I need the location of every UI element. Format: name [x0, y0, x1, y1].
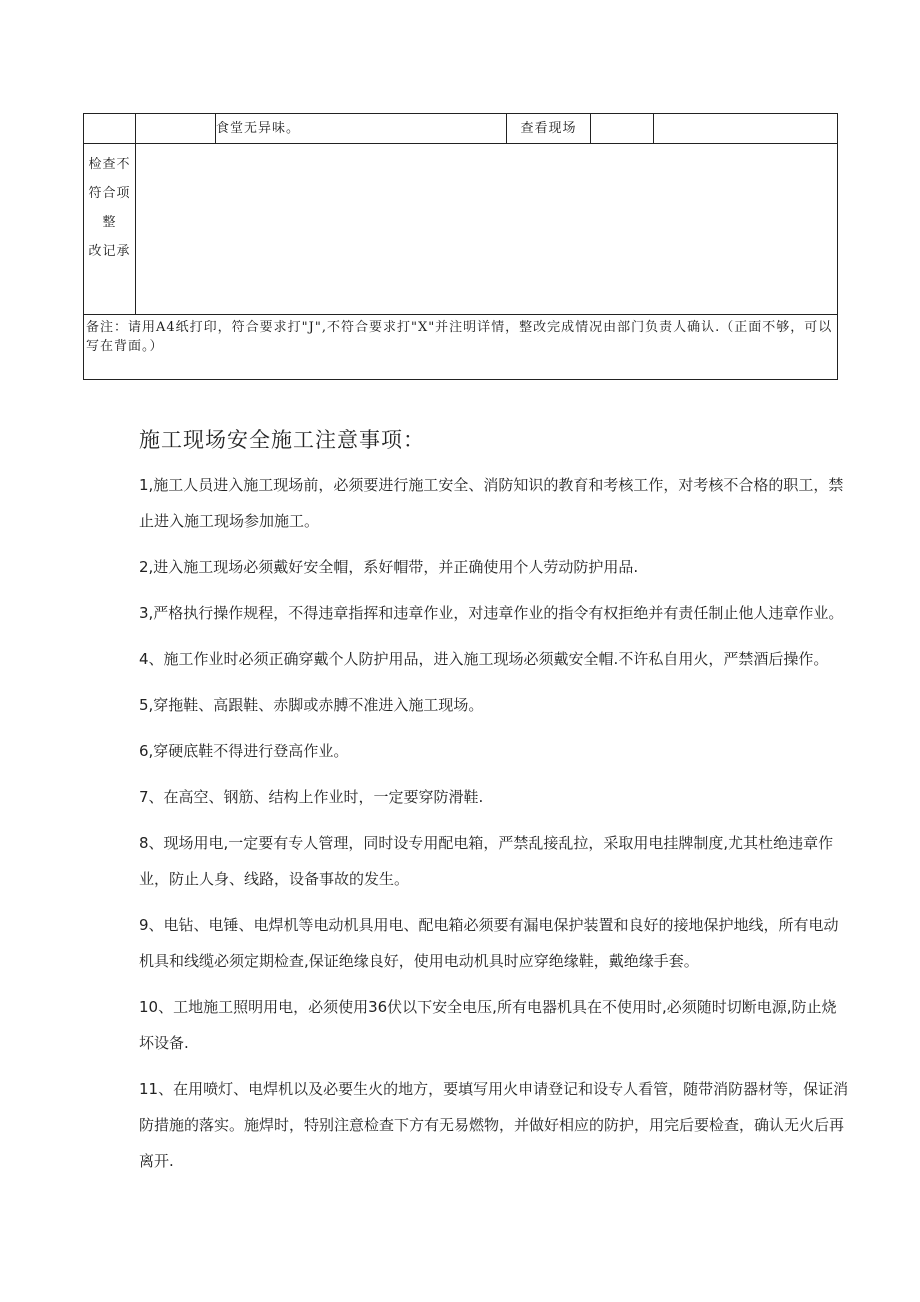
label-line: 检查不 [88, 157, 131, 172]
remark-cell: 备注：请用A4纸打印，符合要求打"J",不符合要求打"X"并注明详情，整改完成情况由部门负责人确认.（正面不够，可以写在背面。） [84, 315, 838, 380]
safety-notes-section [139, 422, 851, 1189]
note-item: 6,穿硬底鞋不得进行登高作业。 [139, 742, 349, 760]
rectification-record-cell [136, 144, 838, 315]
table-row [84, 114, 838, 144]
label-line: 改记承 [88, 244, 131, 259]
table-cell [84, 114, 136, 144]
check-item-cell: 食堂无异味。 [216, 114, 507, 144]
check-method-cell: 查看现场 [507, 114, 591, 144]
rectification-label-cell [84, 144, 136, 315]
note-item: 5,穿拖鞋、高跟鞋、赤脚或赤膊不准进入施工现场。 [139, 696, 484, 714]
table-row [84, 315, 838, 380]
note-item: 8、现场用电,一定要有专人管理，同时设专用配电箱，严禁乱接乱拉，采取用电挂牌制度,尤其杜绝违章作业，防止人身、线路，设备事故的发生。 [139, 834, 834, 888]
note-item: 1,施工人员进入施工现场前，必须要进行施工安全、消防知识的教育和考核工作，对考核不合格的职工，禁止进入施工现场参加施工。 [139, 476, 844, 530]
note-item: 11、在用喷灯、电焊机以及必要生火的地方，要填写用火申请登记和设专人看管，随带消防器材等，保证消防措施的落实。施焊时，特别注意检查下方有无易燃物，并做好相应的防护，用完后要检查，确认无火后再离开. [139, 1080, 849, 1170]
table-cell [591, 114, 654, 144]
inspection-form-table [83, 113, 838, 380]
note-item: 2,进入施工现场必须戴好安全帽，系好帽带，并正确使用个人劳动防护用品. [139, 558, 639, 576]
table-row [84, 144, 838, 315]
note-item: 10、工地施工照明用电，必须使用36伏以下安全电压,所有电器机具在不使用时,必须随时切断电源,防止烧坏设备. [139, 998, 837, 1052]
note-item: 9、电钻、电锤、电焊机等电动机具用电、配电箱必须要有漏电保护装置和良好的接地保护地线，所有电动机具和线缆必须定期检查,保证绝缘良好，使用电动机具时应穿绝缘鞋，戴绝缘手套。 [139, 916, 839, 970]
table-cell [136, 114, 216, 144]
table-cell [654, 114, 838, 144]
note-item: 4、施工作业时必须正确穿戴个人防护用品，进入施工现场必须戴安全帽.不许私自用火，严禁酒后操作。 [139, 650, 829, 668]
note-item: 7、在高空、钢筋、结构上作业时，一定要穿防滑鞋. [139, 788, 484, 806]
label-line: 整 [102, 215, 117, 230]
notes-title: 施工现场安全施工注意事项： [139, 428, 425, 452]
note-item: 3,严格执行操作规程，不得违章指挥和违章作业，对违章作业的指令有权拒绝并有责任制止他人违章作业。 [139, 604, 844, 622]
label-line: 符合项 [88, 186, 131, 201]
